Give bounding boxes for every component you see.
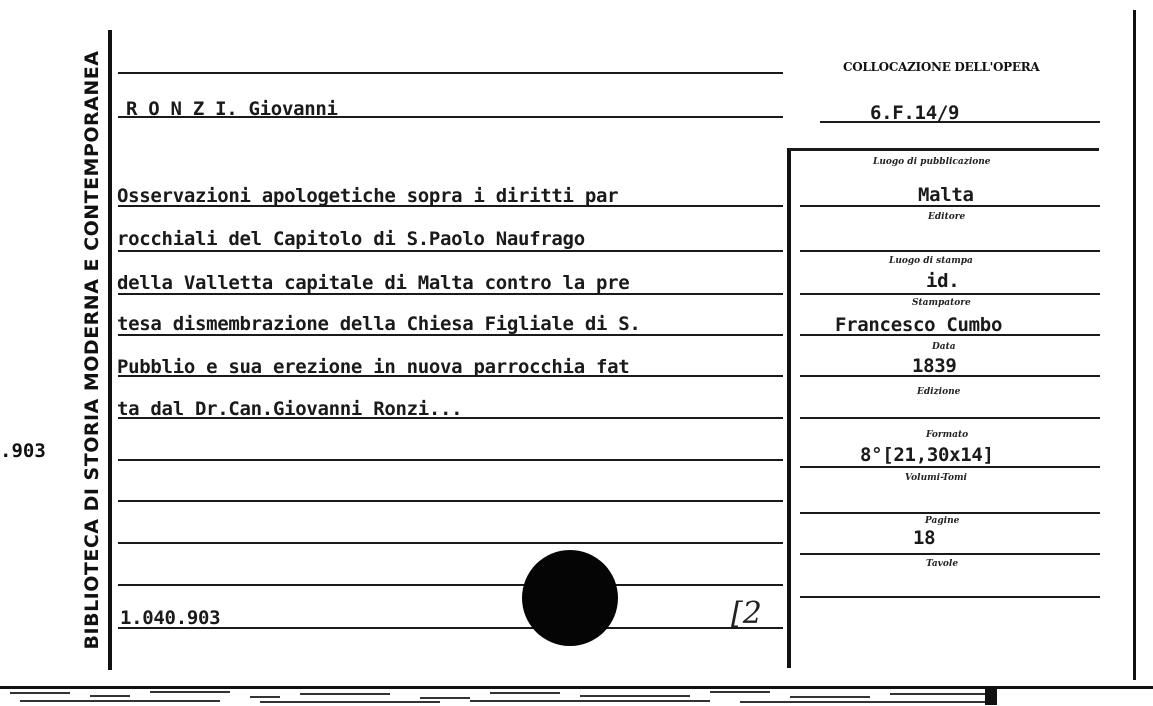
luogo-pubblicazione-value: Malta [918, 184, 974, 206]
pagine-label: Pagine [925, 516, 960, 526]
margin-number: .903 [0, 440, 46, 462]
title-line: ta dal Dr.Can.Giovanni Ronzi... [117, 398, 463, 420]
data-label: Data [932, 342, 956, 352]
left-spine-rule [108, 30, 112, 670]
right-box-top-rule [789, 148, 1099, 151]
edizione-label: Edizione [917, 387, 961, 397]
title-line: tesa dismembrazione della Chiesa Figliale di S. [117, 313, 641, 335]
title-line: della Valletta capitale di Malta contro la pre [117, 272, 630, 294]
scan-edge-line [1133, 10, 1136, 680]
stampatore-label: Stampatore [912, 298, 971, 308]
luogo-stampa-value: id. [926, 270, 960, 292]
scan-noise-strip [0, 686, 1153, 706]
title-line: Osservazioni apologetiche sopra i diritti par [117, 185, 619, 207]
luogo-pubblicazione-label: Luogo di pubblicazione [873, 157, 991, 167]
shelfmark: 6.F.14/9 [870, 102, 960, 124]
rule-line [820, 121, 1100, 123]
rule-line [118, 542, 783, 544]
library-name-vertical: BIBLIOTECA DI STORIA MODERNA E CONTEMPORANEA [81, 50, 103, 650]
collocazione-heading: COLLOCAZIONE DELL'OPERA [843, 60, 1040, 74]
rule-line [800, 512, 1100, 514]
rule-line [800, 250, 1100, 252]
library-stamp-seal [522, 550, 618, 646]
title-line: Pubblio e sua erezione in nuova parrocchia fat [117, 356, 630, 378]
rule-line [118, 72, 783, 74]
title-line: rocchiali del Capitolo di S.Paolo Naufrago [117, 228, 585, 250]
rule-line [118, 500, 783, 502]
formato-value: 8°[21,30x14] [860, 444, 994, 466]
volumi-tomi-label: Volumi-Tomi [905, 473, 967, 483]
rule-line [800, 596, 1100, 598]
rule-line [800, 293, 1100, 295]
stampatore-value: Francesco Cumbo [835, 314, 1003, 336]
pagine-value: 18 [913, 527, 936, 549]
handwritten-mark: [2 [731, 596, 762, 631]
author-name: R O N Z I. Giovanni [126, 98, 338, 120]
rule-line [118, 250, 783, 252]
tavole-label: Tavole [926, 559, 959, 569]
rule-line [118, 459, 783, 461]
data-value: 1839 [912, 355, 957, 377]
rule-line [800, 417, 1100, 419]
editore-label: Editore [928, 212, 966, 222]
rule-line [800, 466, 1100, 468]
formato-label: Formato [926, 430, 969, 440]
right-box-rule [787, 148, 791, 668]
rule-line [800, 553, 1100, 555]
inventory-number: 1.040.903 [120, 607, 221, 629]
luogo-stampa-label: Luogo di stampa [889, 256, 973, 266]
rule-line [118, 584, 783, 586]
